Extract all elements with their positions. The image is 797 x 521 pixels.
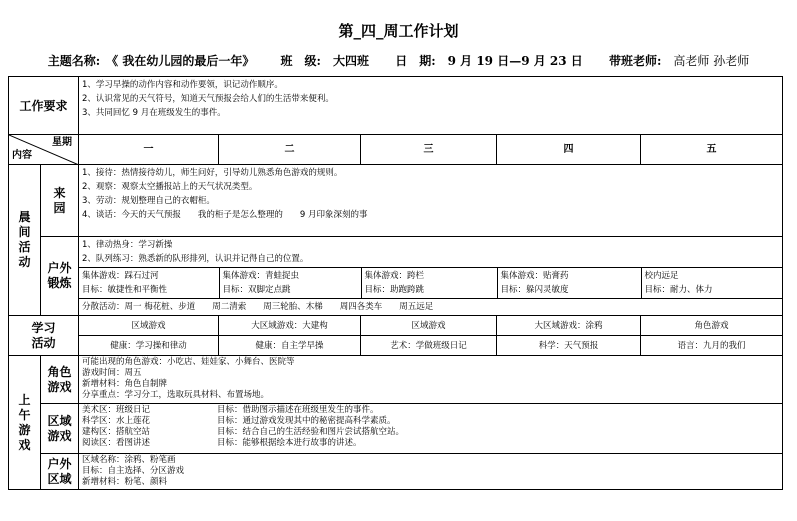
game-cell: 集体游戏：踩石过河 目标：敏捷性和平衡性	[79, 268, 219, 299]
learning-activity-label: 学习活动	[9, 316, 79, 356]
day-monday: 一	[79, 135, 219, 165]
learning-row-1	[9, 316, 783, 336]
zone-item: 美术区：班级日记 目标：借助图示描述在班级里发生的事件。	[82, 405, 379, 415]
arrival-item: 2、观察：观察太空播报站上的天气状况类型。	[82, 182, 258, 192]
role-game-item: 游戏时间：周五	[82, 368, 142, 378]
zone-game-content	[79, 404, 783, 454]
outdoor-intro-row	[9, 237, 783, 268]
date-value: 9 月 19 日—9 月 23 日	[447, 54, 583, 68]
zone-item: 科学区：水上莲花 目标：通过游戏发现其中的秘密提高科学素质。	[82, 416, 396, 426]
game-cell: 校内远足 目标：耐力、体力	[641, 268, 783, 299]
learning-cell: 艺术：学做班级日记	[361, 336, 497, 356]
teacher-value: 高老师 孙老师	[673, 54, 750, 68]
outdoor-label: 户外锻炼	[41, 237, 79, 316]
learning-cell: 大区域游戏：涂鸦	[497, 316, 641, 336]
date-label: 日 期:	[395, 54, 436, 68]
day-thursday: 四	[497, 135, 641, 165]
outdoor-zone-label: 户外区域	[41, 454, 79, 490]
zone-game-label: 区域游戏	[41, 404, 79, 454]
forenoon-game-label: 上午游戏	[9, 356, 41, 490]
theme-label: 主题名称:	[47, 54, 101, 68]
week-content-corner	[9, 135, 79, 165]
requirement-item: 1、学习早操的动作内容和动作要领，识记动作顺序。	[82, 80, 283, 90]
page-title: 第_四_周工作计划	[338, 22, 459, 40]
learning-cell: 科学：天气预报	[497, 336, 641, 356]
outdoor-zone-item: 目标：自主选择、分区游戏	[82, 466, 185, 476]
outdoor-games-row	[9, 268, 783, 316]
content-label: 内容	[12, 150, 32, 161]
role-game-item: 新增材料：角色自制牌	[82, 379, 168, 389]
outdoor-games	[79, 268, 783, 316]
theme-value: 《 我在幼儿园的最后一年》	[106, 54, 255, 68]
arrival-item: 3、劳动：规划整理自己的衣帽柜。	[82, 196, 215, 206]
outdoor-zone-item: 区域名称：涂鸦、粉笔画	[82, 455, 176, 465]
role-game-content	[79, 356, 783, 404]
day-friday: 五	[641, 135, 783, 165]
role-game-label: 角色游戏	[41, 356, 79, 404]
weekly-plan-table	[8, 76, 783, 490]
plan-info-bar	[0, 52, 797, 69]
morning-activity-label: 晨间活动	[9, 165, 41, 316]
arrival-label: 来园	[41, 165, 79, 237]
learning-cell: 角色游戏	[641, 316, 783, 336]
outdoor-zone-content	[79, 454, 783, 490]
week-label: 星期	[52, 137, 73, 148]
learning-cell: 健康：自主学早操	[219, 336, 361, 356]
requirements-row	[9, 77, 783, 135]
requirements-label: 工作要求	[9, 77, 79, 135]
outdoor-zone-item: 新增材料：粉笔、颜料	[82, 477, 168, 487]
zone-item: 建构区：搭航空站 目标：结合自己的生活经验和图片尝试搭航空站。	[82, 427, 405, 437]
learning-cell: 区域游戏	[361, 316, 497, 336]
outdoor-zone-row	[9, 454, 783, 490]
learning-cell: 语言：九月的我们	[641, 336, 783, 356]
teacher-label: 带班老师:	[608, 54, 662, 68]
arrival-item: 4、谈话：今天的天气预报 我的柜子是怎么整理的 9 月印象深刻的事	[82, 210, 368, 220]
role-game-row	[9, 356, 783, 404]
class-label: 班 级:	[280, 54, 321, 68]
role-game-item: 可能出现的角色游戏：小吃店、娃娃家、小舞台、医院等	[82, 357, 295, 367]
zone-item: 阅读区：看图讲述 目标：能够根据绘本进行故事的讲述。	[82, 438, 362, 448]
game-cell: 集体游戏：贴膏药 目标：躲闪灵敏度	[497, 268, 641, 299]
arrival-item: 1、接待：热情接待幼儿，师生问好，引导幼儿熟悉角色游戏的规则。	[82, 168, 343, 178]
role-game-item: 分享重点：学习分工，选取玩具材料、布置场地。	[82, 390, 270, 400]
learning-cell: 健康：学习操和律动	[79, 336, 219, 356]
game-cell: 集体游戏：跨栏 目标：助跑跨跳	[361, 268, 497, 299]
zone-game-row	[9, 404, 783, 454]
arrival-content	[79, 165, 783, 237]
outdoor-groups: 分散活动：周一 梅花桩、步道 周二清索 周三轮胎、木梯 周四各类车 周五远足	[79, 299, 783, 316]
learning-cell: 大区域游戏：大建构	[219, 316, 361, 336]
week-header-row	[9, 135, 783, 165]
learning-row-2	[9, 336, 783, 356]
class-value: 大四班	[332, 54, 369, 68]
day-wednesday: 三	[361, 135, 497, 165]
requirement-item: 3、共同回忆 9 月在班级发生的事件。	[82, 108, 226, 118]
learning-cell: 区域游戏	[79, 316, 219, 336]
outdoor-intro	[79, 237, 783, 268]
game-cell: 集体游戏：青蛙捉虫 目标：双脚定点跳	[219, 268, 361, 299]
outdoor-item: 2、队列练习：熟悉新的队形排列，认识并记得自己的位置。	[82, 254, 309, 264]
day-tuesday: 二	[219, 135, 361, 165]
requirement-item: 2、认识常见的天气符号，知道天气预报会给人们的生活带来便利。	[82, 94, 334, 104]
outdoor-item: 1、律动热身：学习新操	[82, 240, 173, 250]
requirements-content	[79, 77, 783, 135]
arrival-row	[9, 165, 783, 237]
